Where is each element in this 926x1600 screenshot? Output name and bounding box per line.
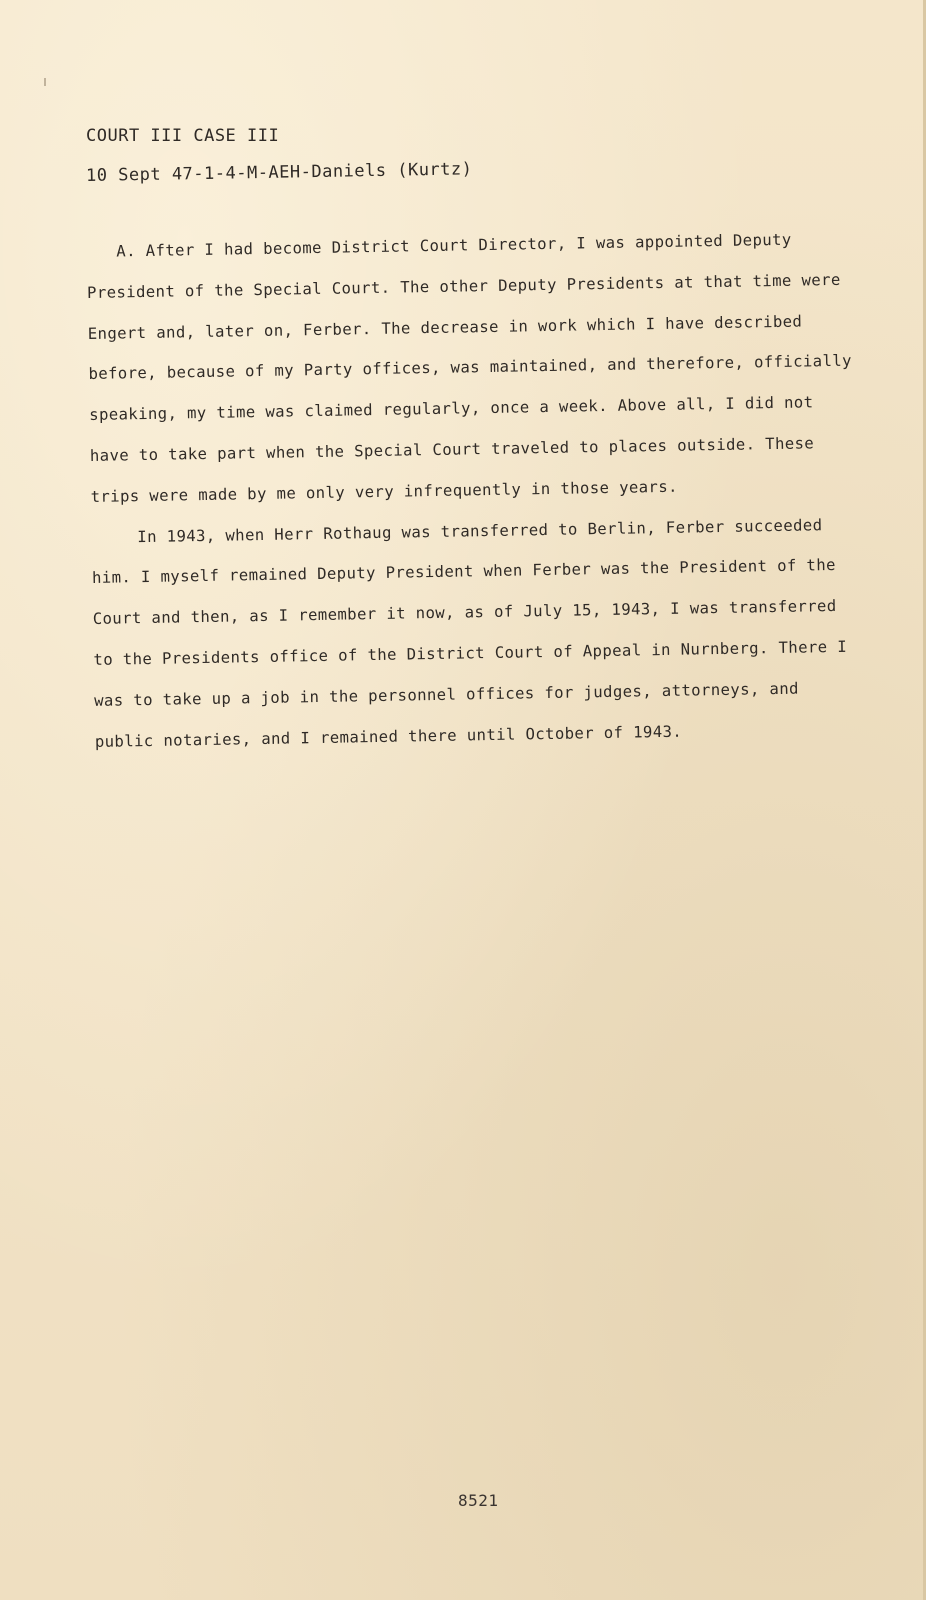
page-number: 8521 <box>458 1491 499 1510</box>
date-session-line: 10 Sept 47-1-4-M-AEH-Daniels (Kurtz) <box>85 159 473 186</box>
court-case-header: COURT III CASE III <box>86 126 280 146</box>
testimony-paragraph-1: A. After I had become District Court Director, I was appointed Deputy President of the Special Court. The other Deputy Presidents at that time were Engert and, later on, Ferber. The decrease in work which I have described before, because of my Party offices, was maintained, and therefore, officially speaking, my time was claimed regularly, once a week. Above all, I did not have to take part when the Special Court traveled to places outside. These trips were made by me only very infrequently in those years. <box>86 230 853 506</box>
testimony-body <box>86 219 865 763</box>
paper-mark <box>44 78 46 86</box>
testimony-paragraph-2: In 1943, when Herr Rothaug was transferred to Berlin, Ferber succeeded him. I myself remained Deputy President when Ferber was the President of the Court and then, as I remember it now, as of July 15, 1943, I was transferred to the Presidents office of the District Court of Appeal in Nurnberg. There I was to take up a job in the personnel offices for judges, attorneys, and public notaries, and I remained there until October of 1943. <box>91 515 848 751</box>
